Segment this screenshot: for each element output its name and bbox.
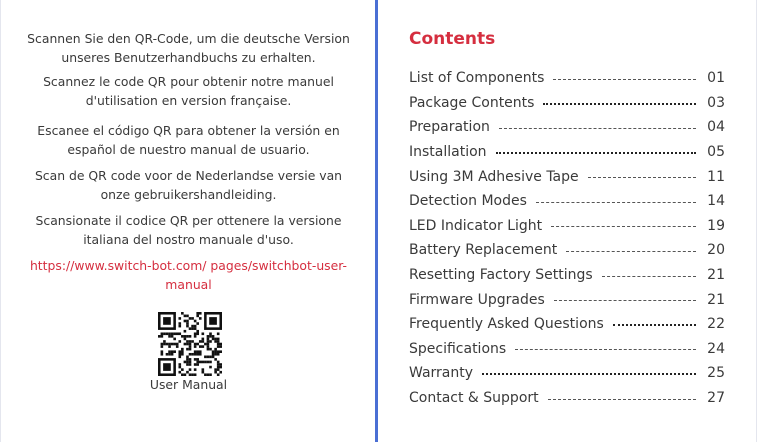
toc-entry-page: 27 [707,390,725,407]
toc-entry-label: Contact & Support [409,390,539,407]
toc-entry-label: Frequently Asked Questions [409,316,604,333]
toc-entry[interactable] [409,189,725,214]
toc-entry-label: Battery Replacement [409,242,558,259]
toc-entry-label: LED Indicator Light [409,217,543,234]
toc-entry[interactable] [409,140,725,165]
instruction-italian: Scansionate il codice QR per ottenere la versione italiana del nostro manuale d'uso. [35,213,342,247]
toc-leader [553,79,696,80]
toc-entry[interactable] [409,91,725,116]
instruction-french: Scannez le code QR pour obtenir notre manuel d'utilisation en version française. [43,74,334,108]
toc-leader [551,226,696,227]
toc-entry-page: 25 [707,365,725,382]
toc-entry-page: 01 [707,70,725,87]
toc-leader [554,300,696,301]
toc-leader [566,251,696,252]
toc-leader [536,202,696,203]
toc-entry-label: Detection Modes [409,193,527,210]
toc-entry-label: Using 3M Adhesive Tape [409,168,579,185]
toc-leader [496,152,696,154]
toc-entry-label: Firmware Upgrades [409,291,545,308]
toc-leader [482,373,696,375]
toc-entry[interactable] [409,361,725,386]
toc-entry[interactable] [409,115,725,140]
instruction-dutch: Scan de QR code voor de Nederlandse versie van onze gebruikershandleiding. [34,168,343,202]
toc-entry-page: 11 [707,168,725,185]
toc-entry-label: Warranty [409,365,474,382]
toc-entry[interactable] [409,238,725,263]
toc-entry-page: 24 [707,340,725,357]
toc-entry[interactable] [409,214,725,239]
toc-entry[interactable] [409,164,725,189]
instruction-spanish: Escanee el código QR para obtener la versión en español de nuestro manual de usuario. [37,123,340,157]
qr-caption: User Manual [149,377,228,392]
toc-entry-label: List of Components [409,70,545,87]
toc-leader [588,177,696,178]
manual-link[interactable]: https://www.switch-bot.com/ pages/switchbot-user-manual [29,258,348,292]
toc-entry-page: 05 [707,144,725,161]
toc-entry-page: 21 [707,291,725,308]
toc-leader [499,128,696,129]
toc-entry-page: 20 [707,242,725,259]
toc-entry-page: 21 [707,267,725,284]
toc-entry[interactable] [409,66,725,91]
qr-code-graphic [158,312,222,376]
toc-entry-label: Resetting Factory Settings [409,267,593,284]
toc-entry[interactable] [409,263,725,288]
toc-entry-label: Package Contents [409,94,535,111]
toc-leader [602,276,696,277]
left-page [0,0,375,442]
toc-entry-page: 03 [707,94,725,111]
right-page [378,0,757,442]
toc-entry-label: Preparation [409,119,490,136]
toc-entry[interactable] [409,337,725,362]
toc-entry[interactable] [409,312,725,337]
instruction-german: Scannen Sie den QR-Code, um die deutsche Version unseres Benutzerhandbuchs zu erhalten. [27,31,350,65]
table-of-contents [409,66,725,410]
toc-entry-page: 14 [707,193,725,210]
toc-entry-page: 19 [707,217,725,234]
toc-leader [543,103,696,105]
toc-entry-page: 22 [707,316,725,333]
toc-entry[interactable] [409,386,725,411]
toc-leader [515,349,696,350]
toc-leader [548,399,696,400]
toc-entry-page: 04 [707,119,725,136]
toc-entry[interactable] [409,287,725,312]
toc-entry-label: Specifications [409,340,507,357]
contents-title: Contents [409,29,496,49]
toc-entry-label: Installation [409,144,487,161]
qr-code-icon[interactable] [158,312,222,376]
toc-leader [613,324,696,326]
